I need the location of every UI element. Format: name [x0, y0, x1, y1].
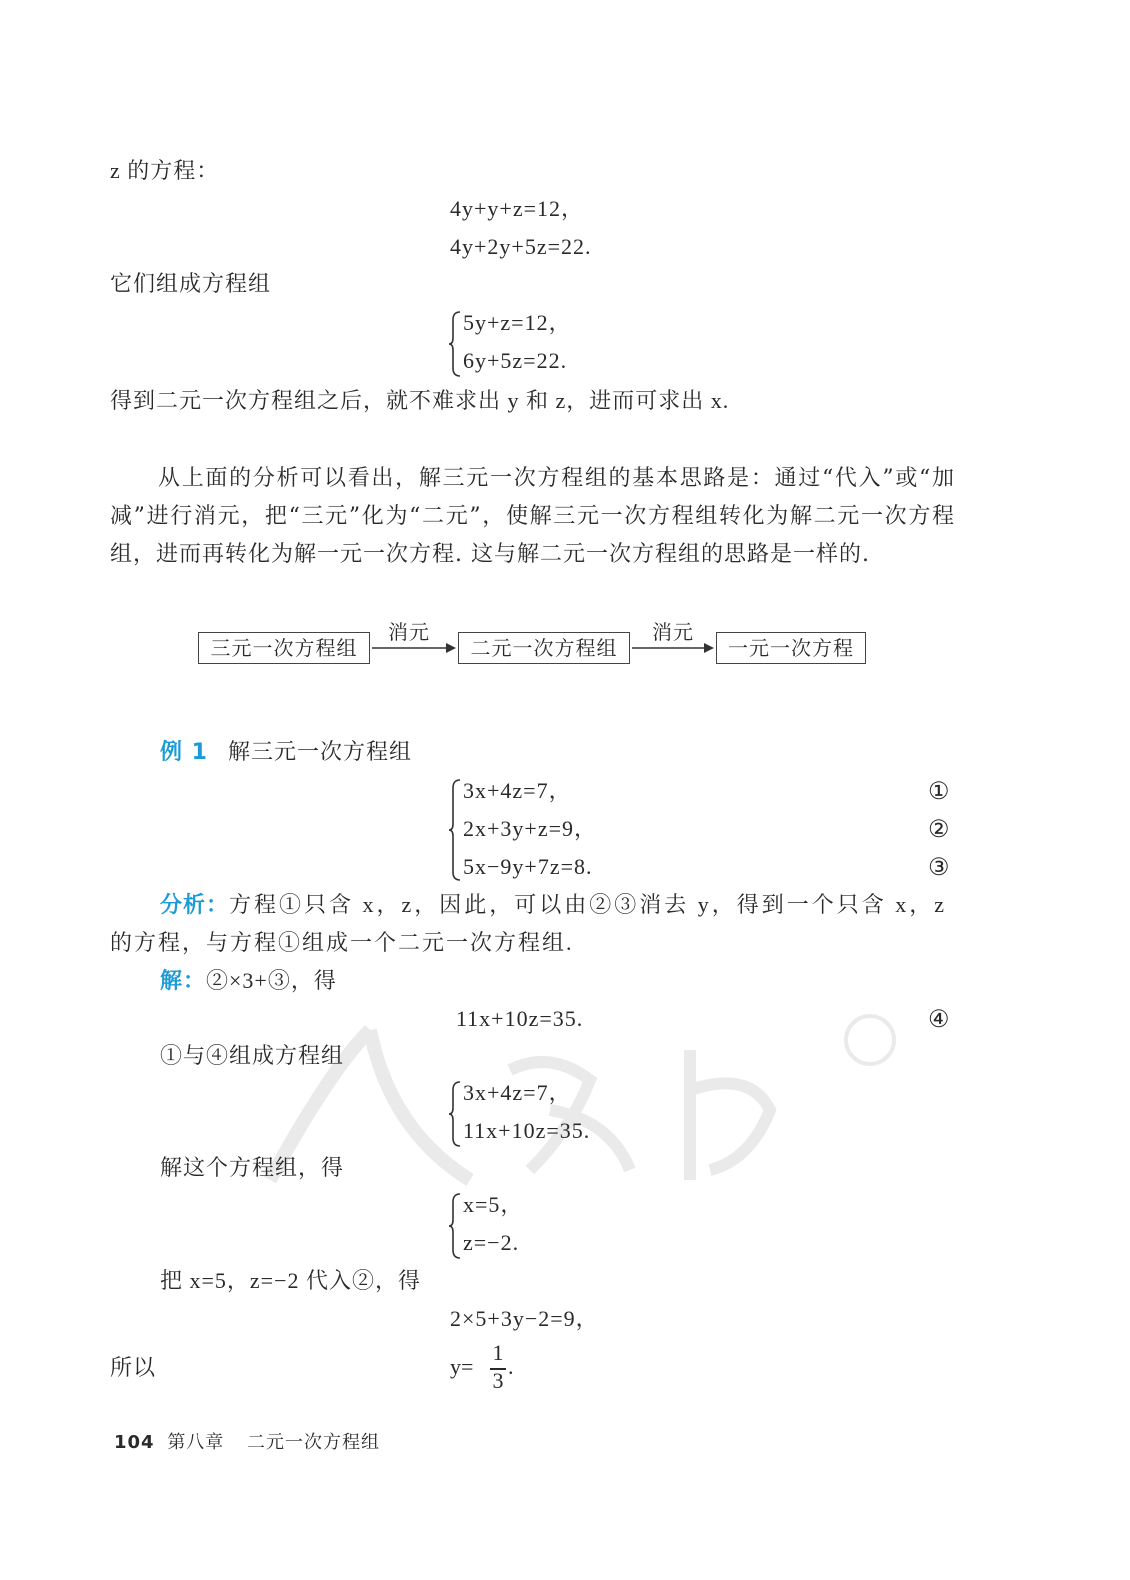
arrow-right-icon — [632, 640, 716, 656]
equation-5: 2×5+3y−2=9， — [450, 1306, 599, 1331]
intro-line3: 得到二元一次方程组之后，就不难求出 y 和 z，进而可求出 x. — [110, 388, 730, 413]
example-title: 解三元一次方程组 — [228, 740, 413, 765]
example-eq-c: 5x−9y+7z=8. — [463, 854, 593, 879]
equation-4: 11x+10z=35. — [456, 1006, 584, 1031]
example-eq-b: 2x+3y+z=9， — [463, 816, 597, 841]
flow-arrow-label-1: 消元 — [388, 620, 430, 644]
analysis-paragraph: 从上面的分析可以看出，解三元一次方程组的基本思路是：通过“代入”或“加减”进行消元，把“三元”化为“二元”，使解三元一次方程组转化为解二元一次方程组，进而再转化为解一元一次方程. 这与解二元一次方程组的思路是一样的. — [110, 466, 955, 567]
intro-line1: z 的方程： — [110, 158, 220, 183]
system2-eq-b: 11x+10z=35. — [463, 1118, 591, 1143]
system-brace-4 — [448, 1192, 462, 1260]
therefore-label: 所以 — [110, 1356, 157, 1381]
system1-eq-a: 5y+z=12， — [463, 310, 572, 335]
page-footer — [114, 1428, 380, 1454]
equation-1: 4y+y+z=12， — [450, 196, 584, 221]
step-2: ①与④组成方程组 — [160, 1044, 345, 1069]
example-label: 例 1 — [160, 740, 208, 765]
analysis-text: 方程①只含 x，z，因此，可以由②③消去 y，得到一个只含 x，z — [229, 892, 948, 917]
step-4: 把 x=5，z=−2 代入②，得 — [160, 1268, 421, 1293]
chapter-label: 第八章 — [167, 1432, 225, 1453]
system-brace-1 — [448, 310, 462, 378]
equation-2: 4y+2y+5z=22. — [450, 234, 592, 259]
fraction-period: . — [508, 1354, 514, 1379]
fraction-numerator: 1 — [492, 1340, 504, 1365]
flow-box-one-var: 一元一次方程 — [716, 632, 866, 664]
equation-number-4: ④ — [928, 1005, 950, 1033]
solution-line — [160, 966, 337, 997]
page-number: 104 — [114, 1432, 155, 1453]
flow-box-two-var: 二元一次方程组 — [458, 632, 630, 664]
solution-x: x=5， — [463, 1192, 524, 1217]
step-3: 解这个方程组，得 — [160, 1156, 345, 1181]
system-brace-3 — [448, 1080, 462, 1148]
equation-number-2: ② — [928, 815, 950, 843]
y-lhs: y= — [450, 1354, 474, 1379]
fraction-denominator: 3 — [492, 1368, 504, 1393]
solution-z: z=−2. — [463, 1230, 520, 1255]
equation-number-3: ③ — [928, 853, 950, 881]
publisher-watermark — [250, 1010, 910, 1210]
analysis-text-2: 的方程，与方程①组成一个二元一次方程组. — [110, 930, 574, 955]
arrow-right-icon — [372, 640, 458, 656]
system-brace-2 — [448, 778, 462, 882]
flow-arrow-label-2: 消元 — [652, 620, 694, 644]
equation-number-1: ① — [928, 777, 950, 805]
intro-line2: 它们组成方程组 — [110, 272, 272, 297]
system2-eq-a: 3x+4z=7， — [463, 1080, 572, 1105]
analysis-label: 分析： — [160, 893, 230, 918]
example-eq-a: 3x+4z=7， — [463, 778, 572, 803]
system1-eq-b: 6y+5z=22. — [463, 348, 568, 373]
flow-box-three-var: 三元一次方程组 — [198, 632, 370, 664]
analysis-block — [160, 890, 947, 921]
chapter-title: 二元一次方程组 — [247, 1432, 381, 1453]
solution-label: 解： — [160, 969, 207, 994]
solution-step1: ②×3+③，得 — [206, 968, 337, 993]
